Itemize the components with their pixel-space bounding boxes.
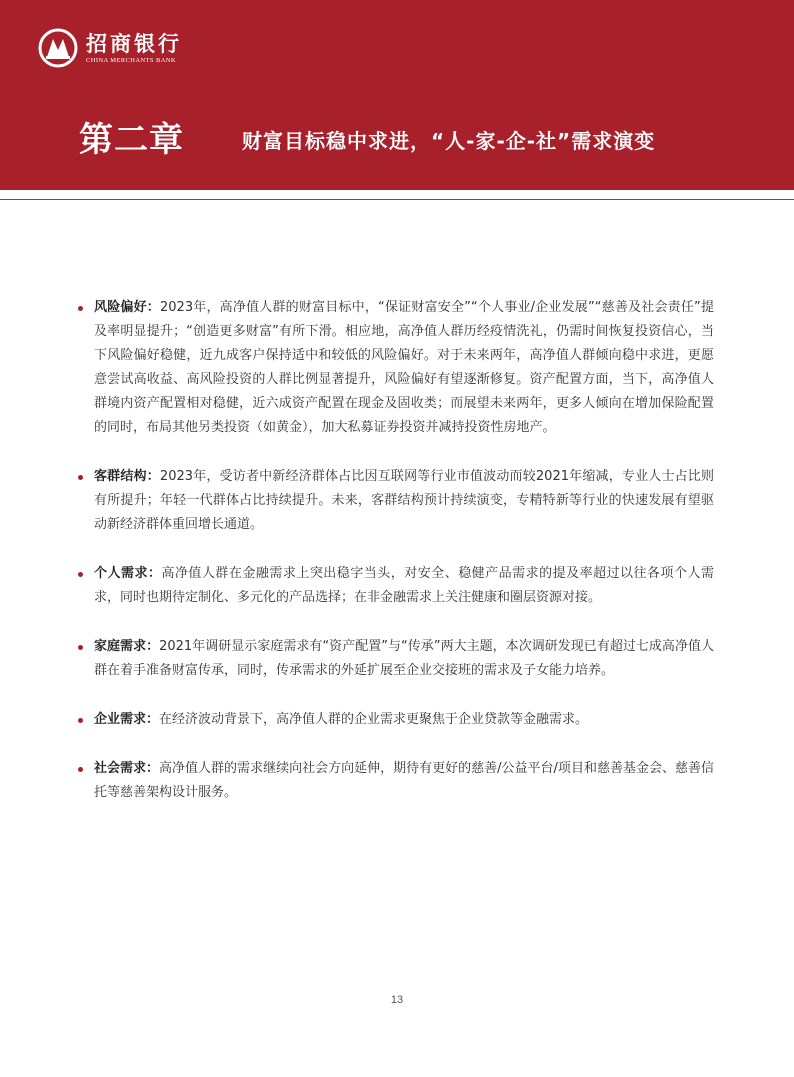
bullet-dot-icon: [78, 572, 83, 577]
bullet-dot-icon: [78, 645, 83, 650]
list-item-client-structure: [78, 465, 714, 537]
page-number: 13: [390, 994, 404, 1006]
logo-english-name: CHINA MERCHANTS BANK: [86, 56, 176, 64]
header-divider: [0, 199, 794, 200]
item-text: 2023年，高净值人群的财富目标中，“保证财富安全”“个人事业/企业发展”“慈善及社会责任”提及率明显提升；“创造更多财富”有所下滑。相应地，高净值人群历经疫情洗礼，仍需时间恢复投资信心，当下风险偏好稳健，近九成客户保持适中和较低的风险偏好。对于未来两年，高净值人群倾向稳中求进，更愿意尝试高收益、高风险投资的人群比例显著提升，风险偏好有望逐渐修复。资产配置方面，当下，高净值人群境内资产配置相对稳健，近六成资产配置在现金及固收类；而展望未来两年，更多人倾向在增加保险配置的同时，布局其他另类投资（如黄金），加大私募证券投资并减持投资性房地产。: [94, 300, 714, 435]
item-label: 家庭需求：: [94, 639, 160, 654]
item-text: 2021年调研显示家庭需求有“资产配置”与“传承”两大主题，本次调研发现已有超过七成高净值人群在着手准备财富传承，同时，传承需求的外延扩展至企业交接班的需求及子女能力培养。: [94, 639, 714, 678]
item-label: 风险偏好：: [94, 300, 160, 315]
bullet-dot-icon: [78, 718, 83, 723]
item-text: 高净值人群的需求继续向社会方向延伸，期待有更好的慈善/公益平台/项目和慈善基金会、慈善信托等慈善架构设计服务。: [94, 761, 714, 800]
chapter-title: 财富目标稳中求进，“人-家-企-社”需求演变: [242, 129, 656, 153]
item-label: 企业需求：: [94, 712, 160, 727]
item-label: 个人需求：: [94, 566, 162, 581]
list-item-social-needs: [78, 757, 714, 805]
list-item-personal-needs: [78, 562, 714, 610]
item-label: 客群结构：: [94, 469, 160, 484]
bullet-dot-icon: [78, 306, 83, 311]
chapter-header-banner: [0, 0, 794, 190]
logo-chinese-name: 招商银行: [86, 30, 182, 56]
list-item-enterprise-needs: [78, 708, 714, 732]
list-item-family-needs: [78, 635, 714, 683]
bullet-dot-icon: [78, 475, 83, 480]
bullet-list: [78, 296, 714, 830]
item-label: 社会需求：: [94, 761, 160, 776]
list-item-risk-preference: [78, 296, 714, 440]
logo-text: [86, 32, 182, 65]
item-text: 在经济波动背景下，高净值人群的企业需求更聚焦于企业贷款等金融需求。: [159, 712, 589, 727]
cmb-logo-icon: [38, 28, 78, 68]
item-text: 高净值人群在金融需求上突出稳字当头，对安全、稳健产品需求的提及率超过以往各项个人需求，同时也期待定制化、多元化的产品选择；在非金融需求上关注健康和圈层资源对接。: [94, 566, 714, 605]
bullet-dot-icon: [78, 767, 83, 772]
bank-logo[interactable]: [38, 26, 182, 70]
chapter-number: 第二章: [79, 120, 184, 160]
item-text: 2023年，受访者中新经济群体占比因互联网等行业市值波动而较2021年缩减，专业人士占比则有所提升；年轻一代群体占比持续提升。未来，客群结构预计持续演变，专精特新等行业的快速发展有望驱动新经济群体重回增长通道。: [94, 469, 714, 532]
